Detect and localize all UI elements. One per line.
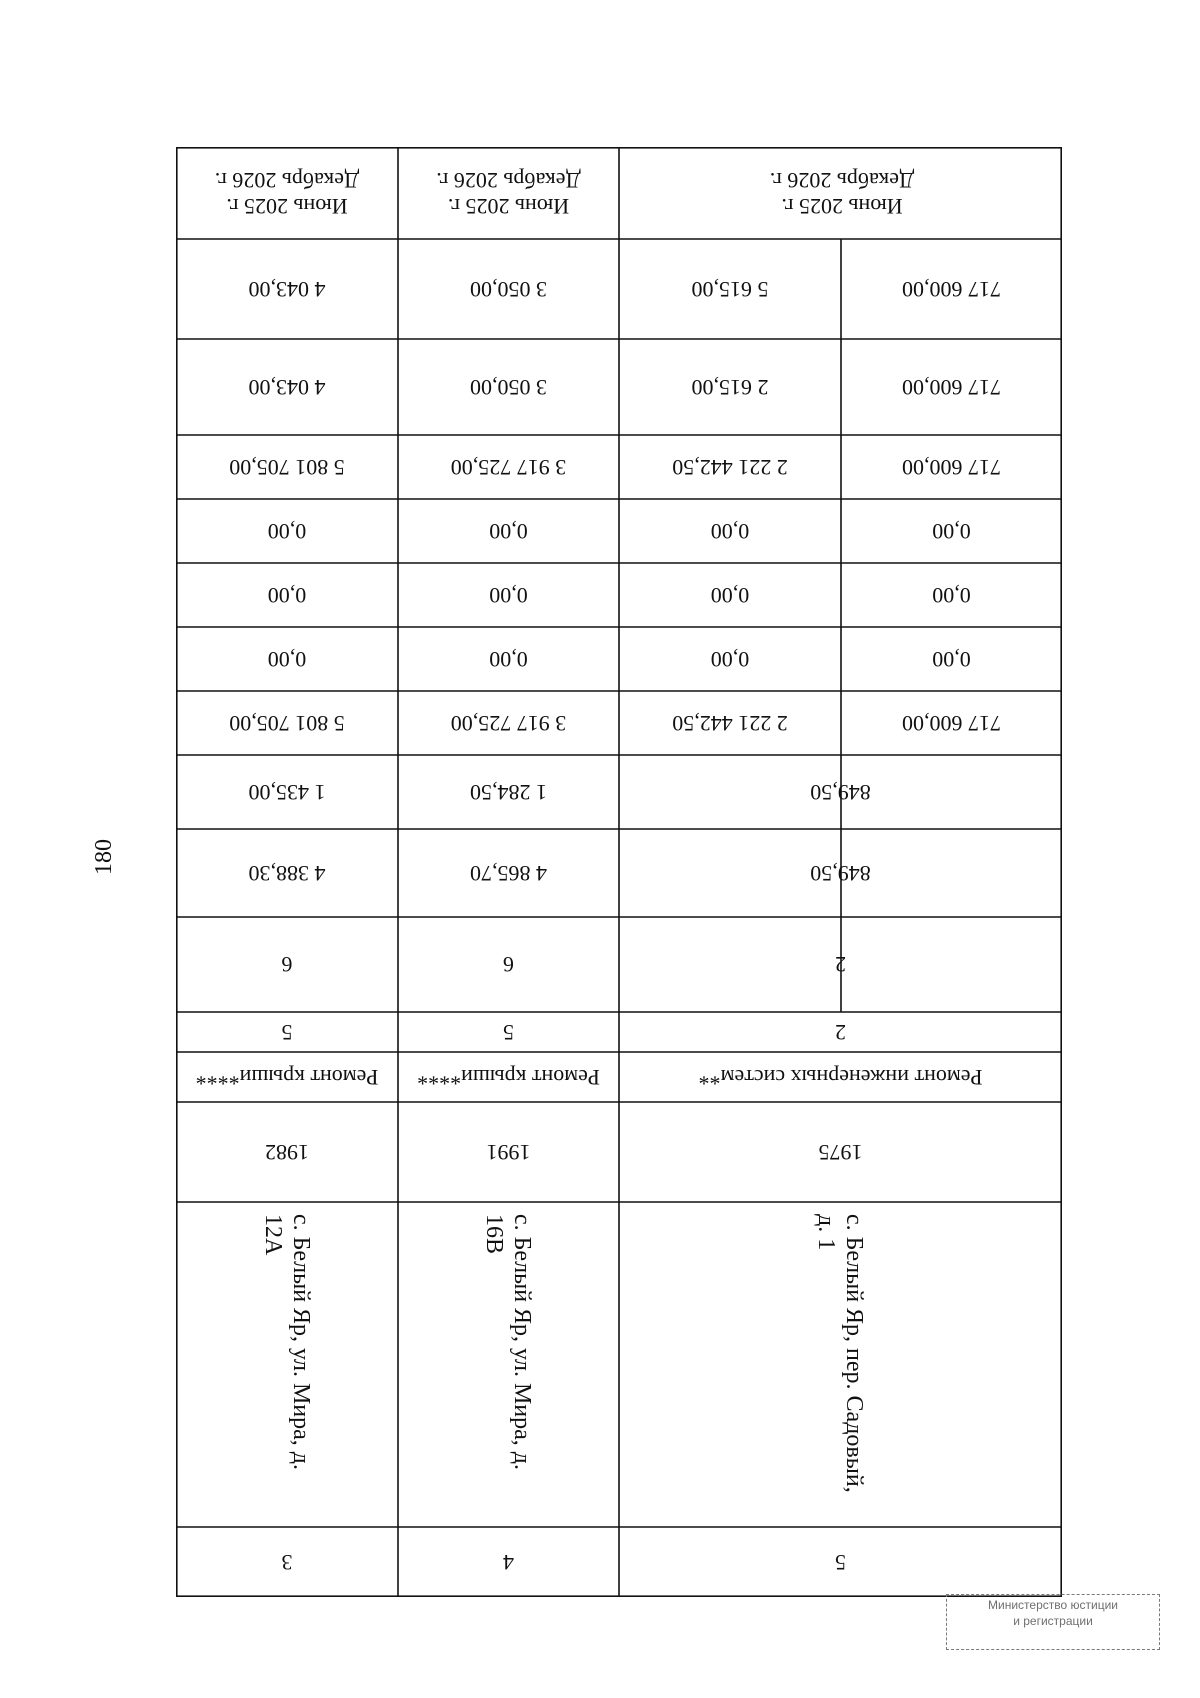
area-cell: 4 865,70 bbox=[470, 861, 547, 886]
unit-cost-cell: 717 600,00 bbox=[902, 277, 1001, 302]
zero-cell: 0,00 bbox=[710, 647, 750, 672]
zero-cell: 0,00 bbox=[932, 519, 971, 544]
value-cell: 2 bbox=[835, 952, 846, 978]
work-type-cell: Ремонт крыши**** bbox=[417, 1065, 600, 1090]
zero-cell: 0,00 bbox=[932, 647, 971, 672]
unit-cost-cell: 717 600,00 bbox=[902, 375, 1001, 400]
unit-cost-cell: 5 615,00 bbox=[691, 277, 769, 302]
zero-cell: 0,00 bbox=[489, 519, 528, 544]
value-cell: 2 bbox=[835, 1020, 846, 1045]
fund-cell: 717 600,00 bbox=[902, 455, 1001, 480]
row-number: 4 bbox=[503, 1550, 514, 1575]
stamp-line: и регистрации bbox=[1013, 1614, 1093, 1628]
area-cell: 4 388,30 bbox=[248, 861, 326, 886]
cost-cell: 717 600,00 bbox=[902, 711, 1001, 736]
address-cell: с. Белый Яр, ул. Мира, д. 16В bbox=[481, 1214, 536, 1471]
year-cell: 1982 bbox=[265, 1140, 309, 1165]
fund-cell: 5 801 705,00 bbox=[229, 455, 345, 480]
cost-cell: 2 221 442,50 bbox=[672, 711, 788, 736]
year-cell: 1991 bbox=[486, 1140, 531, 1165]
zero-cell: 0,00 bbox=[489, 583, 528, 608]
rotated-table-body bbox=[176, 147, 1062, 1597]
zero-cell: 0,00 bbox=[267, 583, 307, 608]
page-number: 180 bbox=[91, 839, 117, 875]
zero-cell: 0,00 bbox=[710, 583, 750, 608]
cost-cell: 3 917 725,00 bbox=[450, 711, 567, 736]
unit-cost-cell: 2 615,00 bbox=[691, 375, 769, 400]
row-number: 5 bbox=[835, 1550, 846, 1575]
row-number: 3 bbox=[281, 1550, 293, 1575]
area-cell: 849,50 bbox=[810, 780, 871, 805]
zero-cell: 0,00 bbox=[267, 647, 307, 672]
value-cell: 5 bbox=[281, 1020, 293, 1045]
period-cell: Июнь 2025 г. Декабрь 2026 г. bbox=[214, 168, 360, 219]
zero-cell: 0,00 bbox=[267, 519, 307, 544]
unit-cost-cell: 4 043,00 bbox=[248, 375, 326, 400]
year-cell: 1975 bbox=[818, 1140, 863, 1165]
unit-cost-cell: 3 050,00 bbox=[470, 375, 547, 400]
period-cell: Июнь 2025 г. Декабрь 2026 г. bbox=[436, 168, 581, 219]
address-cell: с. Белый Яр, ул. Мира, д. 12А bbox=[260, 1214, 314, 1471]
value-cell: 6 bbox=[281, 952, 293, 978]
zero-cell: 0,00 bbox=[710, 519, 750, 544]
area-cell: 1 435,00 bbox=[248, 780, 326, 805]
area-cell: 849,50 bbox=[810, 861, 871, 886]
value-cell: 6 bbox=[503, 952, 514, 978]
zero-cell: 0,00 bbox=[932, 583, 971, 608]
address-cell: с. Белый Яр, пер. Садовый, д. 1 bbox=[813, 1214, 868, 1494]
cost-cell: 5 801 705,00 bbox=[229, 711, 345, 736]
period-cell: Июнь 2025 г. Декабрь 2026 г. bbox=[769, 168, 915, 219]
work-type-cell: Ремонт инженерных систем** bbox=[698, 1065, 983, 1090]
unit-cost-cell: 3 050,00 bbox=[470, 277, 547, 302]
zero-cell: 0,00 bbox=[489, 647, 528, 672]
stamp-line: Министерство юстиции bbox=[988, 1598, 1118, 1612]
registration-stamp bbox=[946, 1594, 1160, 1650]
data-table bbox=[176, 147, 1062, 1597]
fund-cell: 2 221 442,50 bbox=[672, 455, 788, 480]
area-cell: 1 284,50 bbox=[470, 780, 547, 805]
value-cell: 5 bbox=[503, 1020, 514, 1045]
work-type-cell: Ремонт крыши**** bbox=[195, 1065, 379, 1090]
unit-cost-cell: 4 043,00 bbox=[248, 277, 326, 302]
fund-cell: 3 917 725,00 bbox=[450, 455, 567, 480]
